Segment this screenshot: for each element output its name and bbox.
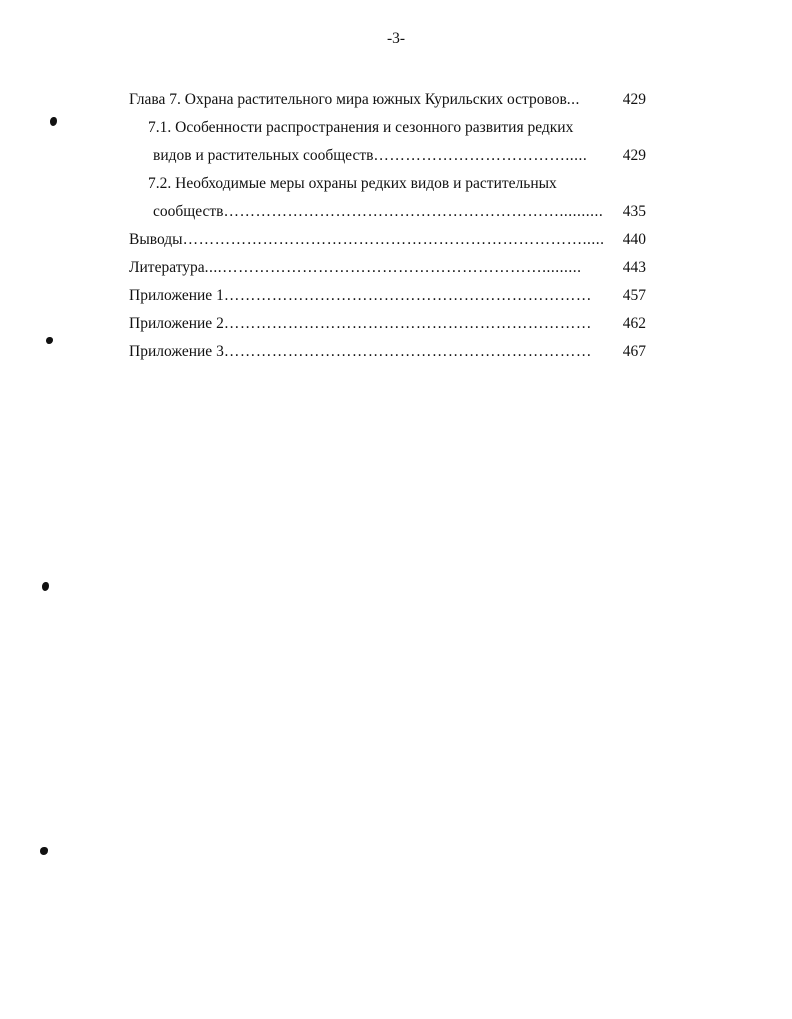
- toc-leader-dots: ………………………………………………………..........: [223, 203, 604, 220]
- toc-entry-literature: [129, 254, 646, 282]
- toc-entry-title: Приложение 1: [129, 287, 224, 304]
- toc-entry-7-2-continued: [129, 198, 646, 226]
- toc-entry-title: Глава 7. Охрана растительного мира южных Курильских островов: [129, 91, 567, 108]
- toc-leader-dots: ……………………………………………………………: [223, 343, 592, 360]
- toc-leader-dots: ………………………………………………………………….....: [182, 231, 605, 248]
- scan-speck: [42, 582, 49, 591]
- toc-leader-dots: ...: [566, 91, 580, 108]
- toc-entry-appendix-3: [129, 338, 646, 366]
- toc-leader-dots: ……………………………………………………………: [223, 315, 592, 332]
- toc-leader-dots: ....…………………………………………………….........: [204, 259, 582, 276]
- toc-entry-7-1-continued: [129, 142, 646, 170]
- toc-entry-7-1: [129, 114, 646, 142]
- toc-entry-7-2: [129, 170, 646, 198]
- toc-entry-page: 462: [622, 315, 646, 332]
- table-of-contents: [129, 86, 646, 366]
- toc-entry-title: Приложение 2: [129, 315, 224, 332]
- toc-entry-title: Литература: [129, 259, 205, 276]
- toc-leader-dots: ……………………………………………………………: [223, 287, 592, 304]
- toc-entry-title: видов и растительных сообществ: [153, 147, 374, 164]
- toc-entry-appendix-1: [129, 282, 646, 310]
- scan-speck: [50, 117, 57, 126]
- scan-speck: [46, 337, 53, 344]
- toc-entry-title: Приложение 3: [129, 343, 224, 360]
- toc-entry-title: 7.1. Особенности распространения и сезонного развития редких: [148, 119, 574, 136]
- toc-entry-chapter-7: [129, 86, 646, 114]
- toc-entry-conclusions: [129, 226, 646, 254]
- toc-entry-page: 467: [622, 343, 646, 360]
- toc-entry-page: 440: [622, 231, 646, 248]
- toc-leader-dots: ……………………………….....: [373, 147, 588, 164]
- toc-entry-title: сообществ: [153, 203, 224, 220]
- page-number: -3-: [386, 30, 406, 47]
- toc-entry-appendix-2: [129, 310, 646, 338]
- toc-entry-page: 429: [622, 147, 646, 164]
- toc-entry-title: 7.2. Необходимые меры охраны редких видов и растительных: [148, 175, 557, 192]
- toc-entry-page: 435: [622, 203, 646, 220]
- toc-entry-page: 457: [622, 287, 646, 304]
- toc-entry-title: Выводы: [129, 231, 183, 248]
- toc-entry-page: 443: [622, 259, 646, 276]
- toc-entry-page: 429: [622, 91, 646, 108]
- scan-speck: [40, 847, 48, 855]
